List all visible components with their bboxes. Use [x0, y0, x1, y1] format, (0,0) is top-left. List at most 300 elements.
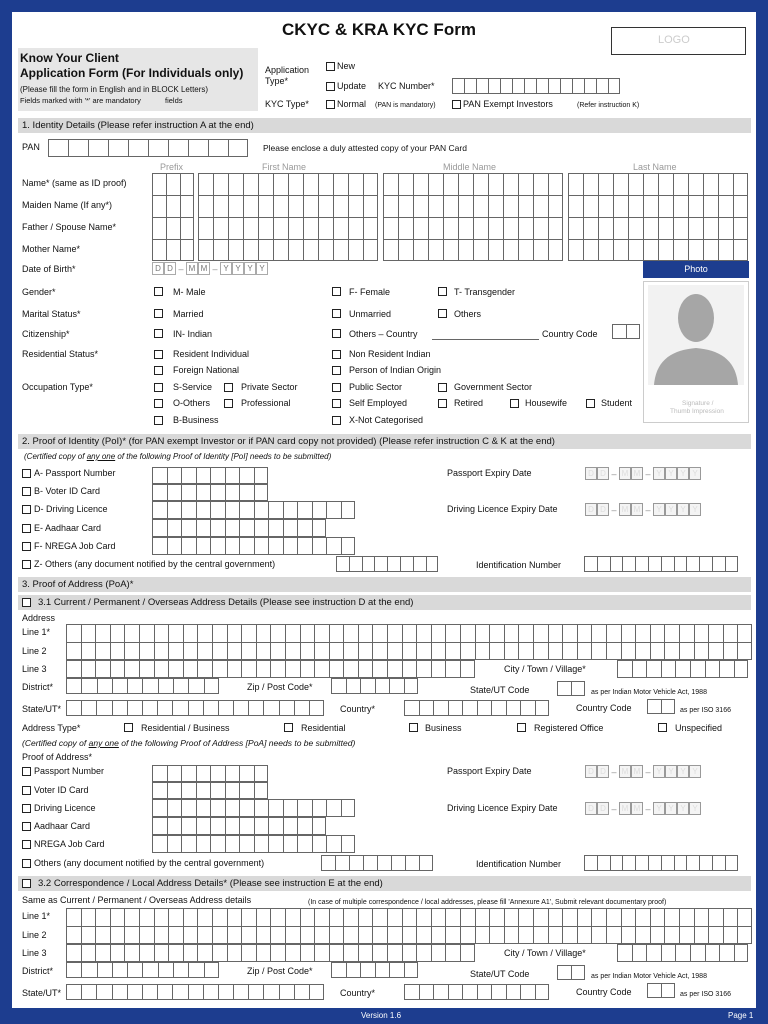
date-cell[interactable]: Y [665, 802, 677, 815]
date-cell[interactable]: Y [689, 503, 701, 516]
char-box[interactable] [225, 501, 240, 519]
char-box[interactable] [475, 624, 490, 642]
date-cell[interactable]: Y [677, 802, 689, 815]
char-box[interactable] [112, 700, 127, 716]
char-box[interactable] [718, 217, 733, 239]
char-box[interactable] [628, 173, 643, 195]
char-box[interactable] [374, 556, 387, 572]
char-box[interactable] [142, 700, 157, 716]
char-box[interactable] [196, 765, 211, 782]
char-box[interactable] [279, 700, 294, 716]
char-box[interactable] [504, 642, 519, 660]
char-box[interactable] [548, 195, 563, 217]
char-box[interactable] [95, 926, 110, 944]
char-box[interactable] [448, 984, 463, 1000]
char-box[interactable] [557, 965, 571, 980]
char-box[interactable] [571, 681, 585, 696]
char-box[interactable] [285, 642, 300, 660]
char-box[interactable] [341, 799, 356, 817]
char-box[interactable] [329, 944, 344, 962]
char-box[interactable] [300, 908, 315, 926]
char-box[interactable] [210, 835, 225, 853]
kyc-number-boxes[interactable] [452, 78, 620, 94]
char-box[interactable] [650, 926, 665, 944]
char-box[interactable] [225, 519, 240, 537]
char-box[interactable] [533, 926, 548, 944]
char-box[interactable] [152, 467, 167, 484]
char-box[interactable] [168, 139, 188, 157]
char-box[interactable] [460, 624, 475, 642]
char-box[interactable] [241, 926, 256, 944]
char-box[interactable] [212, 642, 227, 660]
char-box[interactable] [167, 537, 182, 555]
char-box[interactable] [690, 944, 705, 962]
char-box[interactable] [621, 642, 636, 660]
date-cell[interactable]: Y [665, 765, 677, 778]
char-box[interactable] [95, 908, 110, 926]
char-box[interactable] [445, 642, 460, 660]
char-box[interactable] [333, 239, 348, 261]
char-box[interactable] [733, 239, 748, 261]
char-box[interactable] [428, 195, 443, 217]
date-cell[interactable]: M [619, 765, 631, 778]
char-box[interactable] [152, 239, 166, 261]
corr-address-line3-grid[interactable] [66, 944, 475, 962]
char-box[interactable] [273, 217, 288, 239]
char-box[interactable] [389, 962, 404, 978]
char-box[interactable] [127, 962, 142, 978]
char-box[interactable] [635, 855, 648, 871]
char-box[interactable] [124, 908, 139, 926]
char-box[interactable] [632, 660, 647, 678]
char-box[interactable] [416, 624, 431, 642]
resident-checkbox[interactable] [154, 350, 163, 359]
photo-box[interactable] [643, 281, 749, 423]
char-box[interactable] [203, 984, 218, 1000]
char-box[interactable] [110, 944, 125, 962]
char-box[interactable] [81, 908, 96, 926]
zip-boxes[interactable] [331, 678, 418, 694]
char-box[interactable] [181, 537, 196, 555]
char-box[interactable] [181, 484, 196, 501]
char-box[interactable] [225, 799, 240, 817]
char-box[interactable] [372, 926, 387, 944]
char-box[interactable] [268, 799, 283, 817]
char-box[interactable] [690, 660, 705, 678]
char-box[interactable] [168, 944, 183, 962]
char-box[interactable] [263, 984, 278, 1000]
char-box[interactable] [372, 660, 387, 678]
char-box[interactable] [183, 908, 198, 926]
char-box[interactable] [491, 984, 506, 1000]
char-box[interactable] [548, 217, 563, 239]
char-box[interactable] [173, 678, 188, 694]
char-box[interactable] [348, 173, 363, 195]
unspecified-checkbox[interactable] [658, 723, 667, 732]
char-box[interactable] [404, 962, 419, 978]
char-box[interactable] [664, 642, 679, 660]
char-box[interactable] [464, 78, 476, 94]
char-box[interactable] [254, 467, 269, 484]
char-box[interactable] [167, 835, 182, 853]
char-box[interactable] [419, 855, 433, 871]
char-box[interactable] [400, 556, 413, 572]
char-box[interactable] [288, 195, 303, 217]
char-box[interactable] [333, 173, 348, 195]
poi-others-checkbox[interactable] [22, 560, 31, 569]
char-box[interactable] [152, 217, 166, 239]
char-box[interactable] [152, 782, 167, 799]
char-box[interactable] [346, 678, 361, 694]
char-box[interactable] [628, 217, 643, 239]
char-box[interactable] [591, 926, 606, 944]
char-box[interactable] [349, 556, 362, 572]
poa-driving-boxes[interactable] [152, 799, 355, 817]
char-box[interactable] [254, 484, 269, 501]
char-box[interactable] [228, 239, 243, 261]
char-box[interactable] [723, 908, 738, 926]
char-box[interactable] [688, 195, 703, 217]
marital-others-checkbox[interactable] [438, 309, 447, 318]
char-box[interactable] [256, 660, 271, 678]
char-box[interactable] [66, 984, 81, 1000]
char-box[interactable] [154, 944, 169, 962]
char-box[interactable] [591, 624, 606, 642]
char-box[interactable] [227, 624, 242, 642]
char-box[interactable] [239, 782, 254, 799]
char-box[interactable] [737, 908, 752, 926]
char-box[interactable] [686, 556, 699, 572]
char-box[interactable] [703, 195, 718, 217]
char-box[interactable] [168, 642, 183, 660]
char-box[interactable] [443, 217, 458, 239]
char-box[interactable] [228, 139, 248, 157]
char-box[interactable] [88, 139, 108, 157]
char-box[interactable] [152, 173, 166, 195]
char-box[interactable] [536, 78, 548, 94]
char-box[interactable] [203, 700, 218, 716]
char-box[interactable] [613, 217, 628, 239]
new-checkbox[interactable] [326, 62, 335, 71]
char-box[interactable] [283, 501, 298, 519]
char-box[interactable] [197, 642, 212, 660]
char-box[interactable] [81, 624, 96, 642]
char-box[interactable] [225, 782, 240, 799]
char-box[interactable] [196, 484, 211, 501]
char-box[interactable] [166, 239, 180, 261]
char-box[interactable] [285, 624, 300, 642]
char-box[interactable] [300, 926, 315, 944]
char-box[interactable] [568, 239, 583, 261]
char-box[interactable] [635, 908, 650, 926]
char-box[interactable] [452, 78, 464, 94]
poa-voter-boxes[interactable] [152, 782, 268, 799]
poi-nrega-boxes[interactable] [152, 537, 355, 555]
char-box[interactable] [723, 624, 738, 642]
char-box[interactable] [622, 855, 635, 871]
char-box[interactable] [504, 624, 519, 642]
char-box[interactable] [239, 799, 254, 817]
char-box[interactable] [518, 173, 533, 195]
date-cell[interactable]: D [597, 765, 609, 778]
char-box[interactable] [443, 239, 458, 261]
char-box[interactable] [258, 173, 273, 195]
nri-checkbox[interactable] [332, 350, 341, 359]
char-box[interactable] [341, 501, 356, 519]
char-box[interactable] [568, 217, 583, 239]
char-box[interactable] [329, 642, 344, 660]
char-box[interactable] [294, 984, 309, 1000]
corr-country-code-boxes[interactable] [647, 983, 675, 998]
char-box[interactable] [167, 484, 182, 501]
char-box[interactable] [258, 217, 273, 239]
char-box[interactable] [387, 926, 402, 944]
date-cell[interactable]: M [631, 467, 643, 480]
char-box[interactable] [228, 173, 243, 195]
char-box[interactable] [66, 624, 81, 642]
registered-checkbox[interactable] [517, 723, 526, 732]
char-box[interactable] [333, 195, 348, 217]
char-box[interactable] [431, 624, 446, 642]
char-box[interactable] [326, 537, 341, 555]
char-box[interactable] [658, 173, 673, 195]
char-box[interactable] [181, 519, 196, 537]
country-code-boxes[interactable] [647, 699, 675, 714]
char-box[interactable] [489, 908, 504, 926]
char-box[interactable] [283, 799, 298, 817]
indian-checkbox[interactable] [154, 329, 163, 338]
char-box[interactable] [503, 217, 518, 239]
char-box[interactable] [557, 681, 571, 696]
char-box[interactable] [584, 78, 596, 94]
char-box[interactable] [225, 765, 240, 782]
char-box[interactable] [719, 660, 734, 678]
char-box[interactable] [462, 984, 477, 1000]
char-box[interactable] [241, 660, 256, 678]
char-box[interactable] [288, 217, 303, 239]
service-checkbox[interactable] [154, 383, 163, 392]
char-box[interactable] [597, 855, 610, 871]
char-box[interactable] [167, 817, 182, 835]
char-box[interactable] [419, 700, 434, 716]
char-box[interactable] [239, 484, 254, 501]
char-box[interactable] [154, 642, 169, 660]
char-box[interactable] [225, 484, 240, 501]
date-cell[interactable]: D [152, 262, 164, 275]
char-box[interactable] [270, 944, 285, 962]
char-box[interactable] [506, 984, 521, 1000]
char-box[interactable] [212, 660, 227, 678]
char-box[interactable] [643, 239, 658, 261]
date-cell[interactable]: D [597, 467, 609, 480]
char-box[interactable] [81, 660, 96, 678]
date-cell[interactable]: Y [689, 765, 701, 778]
char-box[interactable] [343, 660, 358, 678]
char-box[interactable] [402, 908, 417, 926]
char-box[interactable] [256, 926, 271, 944]
char-box[interactable] [152, 799, 167, 817]
char-box[interactable] [428, 173, 443, 195]
char-box[interactable] [158, 962, 173, 978]
char-box[interactable] [95, 944, 110, 962]
char-box[interactable] [329, 624, 344, 642]
char-box[interactable] [383, 239, 398, 261]
char-box[interactable] [402, 642, 417, 660]
char-box[interactable] [152, 195, 166, 217]
char-box[interactable] [387, 642, 402, 660]
char-box[interactable] [225, 817, 240, 835]
char-box[interactable] [363, 855, 377, 871]
char-box[interactable] [270, 660, 285, 678]
char-box[interactable] [314, 908, 329, 926]
government-checkbox[interactable] [438, 383, 447, 392]
char-box[interactable] [188, 700, 203, 716]
char-box[interactable] [326, 501, 341, 519]
char-box[interactable] [703, 173, 718, 195]
char-box[interactable] [197, 944, 212, 962]
char-box[interactable] [572, 78, 584, 94]
res-business-checkbox[interactable] [124, 723, 133, 732]
char-box[interactable] [650, 908, 665, 926]
char-box[interactable] [239, 519, 254, 537]
char-box[interactable] [606, 624, 621, 642]
char-box[interactable] [626, 324, 640, 339]
char-box[interactable] [348, 239, 363, 261]
poa-driving-checkbox[interactable] [22, 804, 31, 813]
char-box[interactable] [283, 519, 298, 537]
char-box[interactable] [167, 519, 182, 537]
char-box[interactable] [181, 467, 196, 484]
char-box[interactable] [157, 984, 172, 1000]
char-box[interactable] [377, 855, 391, 871]
char-box[interactable] [708, 926, 723, 944]
char-box[interactable] [413, 556, 426, 572]
char-box[interactable] [473, 217, 488, 239]
char-box[interactable] [733, 195, 748, 217]
char-box[interactable] [398, 217, 413, 239]
char-box[interactable] [635, 926, 650, 944]
char-box[interactable] [445, 908, 460, 926]
char-box[interactable] [402, 624, 417, 642]
char-box[interactable] [218, 984, 233, 1000]
corr-zip-boxes[interactable] [331, 962, 418, 978]
char-box[interactable] [583, 239, 598, 261]
char-box[interactable] [512, 78, 524, 94]
char-box[interactable] [139, 926, 154, 944]
char-box[interactable] [303, 217, 318, 239]
char-box[interactable] [243, 173, 258, 195]
char-box[interactable] [518, 195, 533, 217]
char-box[interactable] [518, 926, 533, 944]
char-box[interactable] [157, 700, 172, 716]
char-box[interactable] [254, 765, 269, 782]
last-name-grid[interactable] [568, 173, 748, 261]
char-box[interactable] [279, 984, 294, 1000]
char-box[interactable] [688, 239, 703, 261]
char-box[interactable] [610, 855, 623, 871]
char-box[interactable] [198, 173, 213, 195]
date-cell[interactable]: Y [665, 503, 677, 516]
char-box[interactable] [725, 855, 738, 871]
char-box[interactable] [402, 944, 417, 962]
char-box[interactable] [336, 556, 349, 572]
char-box[interactable] [198, 217, 213, 239]
char-box[interactable] [622, 556, 635, 572]
char-box[interactable] [300, 944, 315, 962]
char-box[interactable] [737, 926, 752, 944]
char-box[interactable] [458, 239, 473, 261]
char-box[interactable] [183, 926, 198, 944]
char-box[interactable] [725, 556, 738, 572]
char-box[interactable] [81, 944, 96, 962]
char-box[interactable] [180, 217, 194, 239]
char-box[interactable] [712, 556, 725, 572]
poa-dl-expiry-date[interactable] [585, 802, 701, 815]
date-cell[interactable]: Y [220, 262, 232, 275]
char-box[interactable] [210, 782, 225, 799]
char-box[interactable] [152, 817, 167, 835]
char-box[interactable] [632, 944, 647, 962]
char-box[interactable] [606, 926, 621, 944]
char-box[interactable] [210, 817, 225, 835]
char-box[interactable] [248, 984, 263, 1000]
char-box[interactable] [95, 642, 110, 660]
char-box[interactable] [312, 835, 327, 853]
char-box[interactable] [273, 239, 288, 261]
pan-exempt-checkbox[interactable] [452, 100, 461, 109]
poi-driving-checkbox[interactable] [22, 505, 31, 514]
poa-aadhaar-checkbox[interactable] [22, 822, 31, 831]
char-box[interactable] [360, 678, 375, 694]
char-box[interactable] [225, 537, 240, 555]
date-cell[interactable]: Y [689, 467, 701, 480]
char-box[interactable] [448, 700, 463, 716]
char-box[interactable] [142, 984, 157, 1000]
char-box[interactable] [617, 944, 632, 962]
char-box[interactable] [591, 642, 606, 660]
char-box[interactable] [477, 700, 492, 716]
char-box[interactable] [664, 908, 679, 926]
char-box[interactable] [718, 239, 733, 261]
char-box[interactable] [583, 217, 598, 239]
char-box[interactable] [239, 467, 254, 484]
date-cell[interactable]: Y [677, 467, 689, 480]
char-box[interactable] [647, 699, 661, 714]
char-box[interactable] [673, 217, 688, 239]
char-box[interactable] [233, 700, 248, 716]
char-box[interactable] [180, 239, 194, 261]
poa-nrega-checkbox[interactable] [22, 840, 31, 849]
char-box[interactable] [643, 217, 658, 239]
char-box[interactable] [268, 835, 283, 853]
char-box[interactable] [372, 944, 387, 962]
char-box[interactable] [152, 537, 167, 555]
char-box[interactable] [524, 78, 536, 94]
char-box[interactable] [433, 700, 448, 716]
char-box[interactable] [433, 984, 448, 1000]
char-box[interactable] [703, 217, 718, 239]
char-box[interactable] [213, 195, 228, 217]
char-box[interactable] [312, 817, 327, 835]
char-box[interactable] [48, 139, 68, 157]
char-box[interactable] [360, 962, 375, 978]
char-box[interactable] [675, 660, 690, 678]
male-checkbox[interactable] [154, 287, 163, 296]
char-box[interactable] [227, 642, 242, 660]
char-box[interactable] [212, 624, 227, 642]
char-box[interactable] [204, 962, 219, 978]
char-box[interactable] [658, 239, 673, 261]
